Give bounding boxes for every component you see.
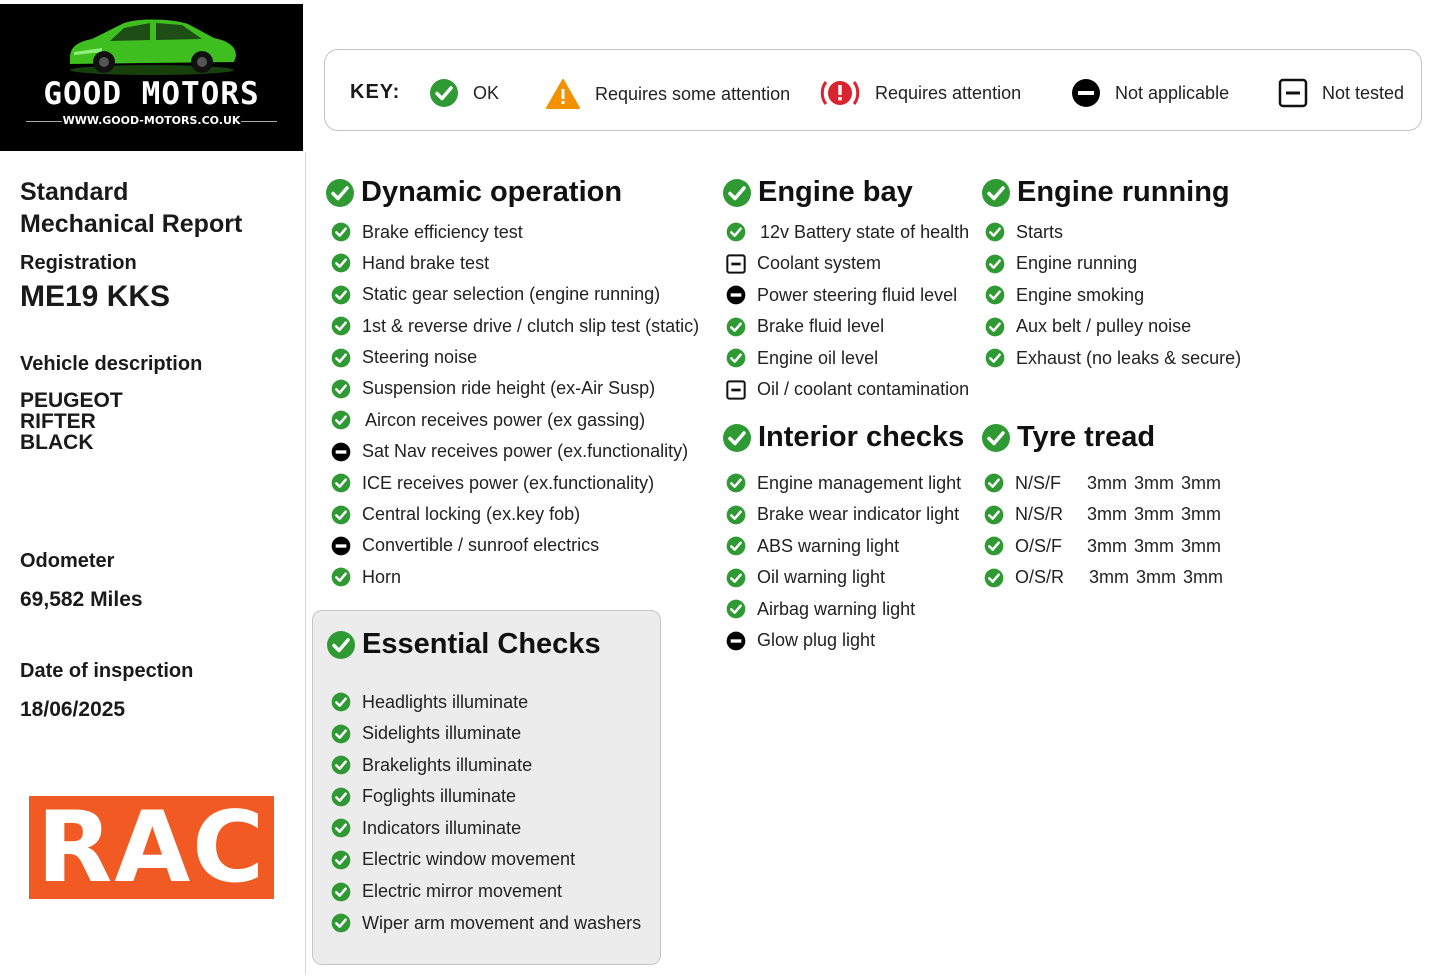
check-item: [331, 566, 699, 588]
key-some-attention-label: Requires some attention: [595, 83, 791, 104]
check-item: [726, 630, 961, 652]
check-item: [726, 535, 961, 557]
inspection-date-label: Date of inspection: [20, 660, 194, 682]
check-item: [726, 284, 969, 306]
check-icon: [331, 316, 351, 336]
registration-value: ME19 KKS: [20, 280, 171, 313]
check-icon: [331, 882, 351, 902]
section-title-interior: Interior checks: [758, 421, 965, 453]
check-item-label: Engine smoking: [1016, 284, 1145, 305]
check-icon: [331, 348, 351, 368]
check-item-label: Aircon receives power (ex gassing): [365, 409, 646, 430]
brand-name: GOOD MOTORS: [43, 76, 260, 112]
tyre-readings: 3mm 3mm 3mm: [1087, 535, 1221, 556]
check-item: [331, 252, 699, 274]
check-icon: [331, 818, 351, 838]
check-icon: [331, 473, 351, 493]
column-divider: [305, 152, 306, 974]
check-item-label: Coolant system: [757, 253, 882, 273]
key-not-applicable-label: Not applicable: [1115, 82, 1230, 103]
check-item: [331, 691, 641, 713]
tyre-position: O/S/R: [1015, 567, 1065, 588]
check-icon: [726, 568, 746, 588]
check-item: [331, 441, 699, 463]
vehicle-model: RIFTER: [20, 410, 96, 433]
inspection-date-value: 18/06/2025: [20, 698, 126, 721]
check-item-label: Hand brake test: [362, 252, 490, 273]
check-item-label: Electric mirror movement: [362, 881, 563, 902]
check-icon: [726, 473, 746, 493]
check-item-label: Electric window movement: [362, 849, 576, 870]
check-icon: [985, 317, 1005, 337]
check-item-label: Horn: [362, 566, 402, 587]
engine-bay-list: [726, 221, 969, 401]
tyre-row: [984, 504, 1223, 526]
check-item-label: Power steering fluid level: [757, 284, 958, 305]
check-item: [985, 316, 1241, 338]
check-item-label: Exhaust (no leaks & secure): [1016, 347, 1242, 368]
check-icon: [331, 410, 351, 430]
car-icon: [62, 8, 242, 76]
check-item-label: Oil / coolant contamination: [757, 379, 970, 399]
section-title-essential: Essential Checks: [362, 628, 601, 660]
tyre-readings: 3mm 3mm 3mm: [1087, 504, 1221, 525]
check-icon: [325, 178, 355, 208]
minus-square-icon: [726, 254, 746, 274]
good-motors-logo: [0, 4, 303, 151]
brand-url: WWW.GOOD-MOTORS.CO.UK: [62, 114, 241, 127]
check-icon: [331, 253, 351, 273]
check-icon: [331, 724, 351, 744]
check-item-label: Suspension ride height (ex-Air Susp): [362, 378, 656, 399]
registration-label: Registration: [20, 252, 137, 274]
section-engine-bay: [722, 176, 913, 209]
check-item-label: Sat Nav receives power (ex.functionality): [362, 441, 689, 462]
check-item: [331, 409, 699, 431]
logo-divider: [241, 121, 277, 122]
dynamic-operation-list: [331, 221, 699, 588]
section-title-engine-running: Engine running: [1017, 176, 1230, 208]
check-item: [331, 378, 699, 400]
check-item: [331, 315, 699, 337]
check-icon: [984, 536, 1004, 556]
check-item-label: Glow plug light: [757, 630, 876, 651]
minus-circle-icon: [726, 631, 746, 651]
check-item: [331, 849, 641, 871]
section-essential-checks: [326, 628, 601, 661]
check-item-label: Aux belt / pulley noise: [1016, 316, 1192, 336]
check-icon: [331, 755, 351, 775]
check-icon: [984, 473, 1004, 493]
check-item: [726, 253, 969, 275]
minus-circle-icon: [331, 442, 351, 462]
check-item: [726, 347, 969, 369]
vehicle-make: PEUGEOT: [20, 389, 123, 412]
check-item-label: Brake efficiency test: [362, 221, 523, 242]
check-item: [331, 535, 699, 557]
check-icon: [981, 178, 1011, 208]
check-item: [331, 754, 641, 776]
check-item: [985, 221, 1241, 243]
check-item: [331, 881, 641, 903]
key-not-tested: [1278, 78, 1404, 108]
check-icon: [726, 536, 746, 556]
check-icon: [331, 505, 351, 525]
minus-circle-icon: [331, 536, 351, 556]
check-item: [726, 504, 961, 526]
tyre-position: N/S/R: [1015, 504, 1064, 525]
tyre-row: [984, 567, 1223, 589]
check-item-label: Brakelights illuminate: [362, 754, 533, 775]
tyre-row: [984, 535, 1223, 557]
tyre-tread-list: [984, 472, 1223, 589]
section-title-dynamic: Dynamic operation: [361, 176, 623, 208]
minus-circle-icon: [1071, 78, 1101, 108]
check-item-label: Static gear selection (engine running): [362, 284, 661, 305]
interior-checks-list: [726, 472, 961, 652]
check-item-label: Sidelights illuminate: [362, 723, 522, 744]
check-item-label: 1st & reverse drive / clutch slip test (static): [362, 315, 700, 336]
check-icon: [985, 285, 1005, 305]
essential-checks-list: [331, 691, 641, 934]
status-key: [324, 49, 1422, 131]
check-item-label: Central locking (ex.key fob): [362, 504, 581, 525]
check-item-label: Indicators illuminate: [362, 817, 522, 838]
check-icon: [331, 850, 351, 870]
check-item: [331, 347, 699, 369]
check-item: [331, 472, 699, 494]
check-icon: [326, 630, 356, 660]
tyre-position: N/S/F: [1015, 472, 1062, 493]
check-item-label: Starts: [1016, 221, 1064, 242]
rac-logo: [29, 790, 274, 905]
check-icon: [331, 692, 351, 712]
check-icon: [331, 222, 351, 242]
check-item-label: Steering noise: [362, 347, 478, 368]
check-icon: [985, 222, 1005, 242]
check-item-label: 12v Battery state of health: [760, 221, 970, 242]
check-item-label: Brake wear indicator light: [757, 504, 960, 525]
check-icon: [985, 348, 1005, 368]
check-item: [985, 253, 1241, 275]
check-icon: [429, 78, 459, 108]
check-icon: [331, 379, 351, 399]
tyre-position: O/S/F: [1015, 535, 1063, 556]
check-icon: [331, 285, 351, 305]
check-item: [331, 221, 699, 243]
minus-square-icon: [1278, 78, 1308, 108]
check-icon: [984, 568, 1004, 588]
check-item-label: Airbag warning light: [757, 598, 916, 619]
check-item-label: ABS warning light: [757, 535, 900, 556]
minus-circle-icon: [726, 285, 746, 305]
tyre-row: [984, 472, 1223, 494]
check-item: [331, 284, 699, 306]
vehicle-description-label: Vehicle description: [20, 353, 203, 375]
check-icon: [722, 178, 752, 208]
key-title: KEY:: [350, 81, 401, 103]
key-ok-label: OK: [473, 82, 500, 103]
check-icon: [985, 254, 1005, 274]
check-item: [726, 316, 969, 338]
section-dynamic-operation: [325, 176, 622, 209]
check-item-label: Brake fluid level: [757, 316, 885, 336]
check-item-label: Engine running: [1016, 253, 1138, 273]
check-item: [726, 221, 969, 243]
check-icon: [726, 222, 746, 242]
tyre-readings: 3mm 3mm 3mm: [1087, 472, 1221, 493]
check-icon: [726, 599, 746, 619]
rac-logo-text: RAC: [36, 790, 267, 905]
section-title-engine-bay: Engine bay: [758, 176, 913, 208]
tyre-readings: 3mm 3mm 3mm: [1089, 567, 1223, 588]
section-engine-running: [981, 176, 1230, 209]
check-icon: [722, 423, 752, 453]
check-icon: [726, 348, 746, 368]
check-item-label: ICE receives power (ex.functionality): [362, 472, 655, 493]
section-interior-checks: [722, 421, 964, 454]
vehicle-description: [20, 390, 123, 453]
minus-square-icon: [726, 380, 746, 400]
key-not-applicable: [1071, 78, 1229, 108]
check-item: [331, 786, 641, 808]
report-title-line-2: Mechanical Report: [20, 210, 243, 238]
check-icon: [331, 913, 351, 933]
report-title-line-1: Standard: [20, 178, 129, 206]
check-item-label: Convertible / sunroof electrics: [362, 535, 600, 556]
check-item: [726, 472, 961, 494]
warning-triangle-icon: [545, 78, 581, 110]
engine-running-list: [985, 221, 1241, 369]
check-item: [331, 504, 699, 526]
check-item-label: Oil warning light: [757, 567, 886, 588]
key-attention-label: Requires attention: [875, 82, 1022, 103]
check-item: [985, 284, 1241, 306]
check-item-label: Engine oil level: [757, 347, 879, 368]
check-item: [331, 817, 641, 839]
check-icon: [981, 423, 1011, 453]
vehicle-colour: BLACK: [20, 431, 94, 454]
report-title: [20, 176, 300, 240]
check-item: [726, 379, 969, 401]
check-item: [331, 723, 641, 745]
check-icon: [984, 505, 1004, 525]
section-title-tyre-tread: Tyre tread: [1017, 421, 1156, 453]
key-some-attention: [545, 78, 790, 110]
check-item: [331, 912, 641, 934]
key-attention: [819, 78, 1021, 108]
check-icon: [726, 317, 746, 337]
check-icon: [331, 567, 351, 587]
check-icon: [726, 505, 746, 525]
alert-icon: [819, 78, 861, 108]
check-item-label: Engine management light: [757, 472, 962, 493]
odometer-value: 69,582 Miles: [20, 588, 143, 611]
key-not-tested-label: Not tested: [1322, 82, 1405, 103]
odometer-label: Odometer: [20, 550, 115, 572]
check-item: [985, 347, 1241, 369]
check-icon: [331, 787, 351, 807]
section-tyre-tread: [981, 421, 1155, 454]
check-item-label: Wiper arm movement and washers: [362, 912, 642, 933]
check-item: [726, 567, 961, 589]
key-ok: [429, 78, 499, 108]
check-item-label: Headlights illuminate: [362, 691, 529, 712]
check-item: [726, 598, 961, 620]
check-item-label: Foglights illuminate: [362, 786, 517, 807]
